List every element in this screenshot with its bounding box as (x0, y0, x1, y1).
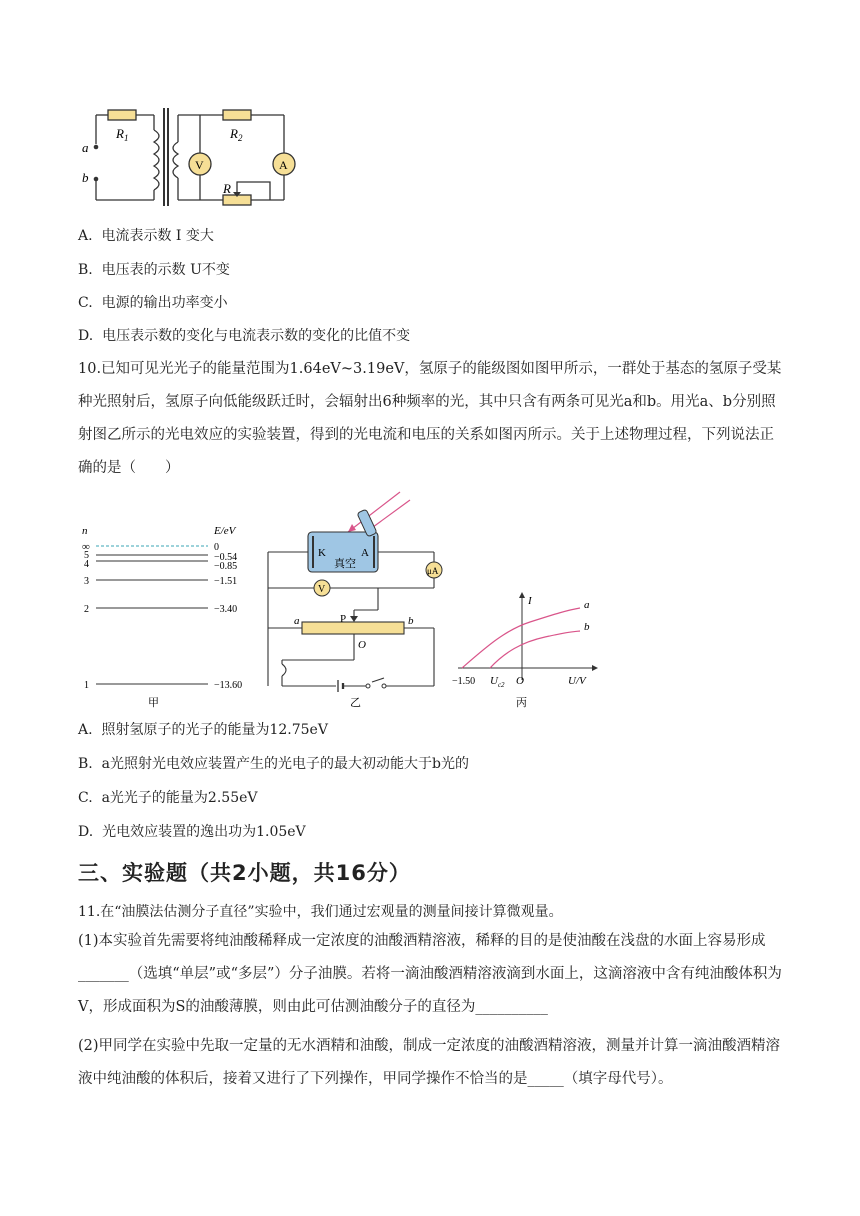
stopping-voltage-b: $U_{c2}$ (490, 675, 505, 689)
energy-axis-label: E/eV (214, 525, 236, 537)
level-n-2: 2 (84, 604, 89, 615)
curve-b-label: b (584, 621, 590, 633)
q9-option-d: D. 电压表示数的变化与电流表示数的变化的比值不变 (78, 328, 411, 344)
level-n-1: 1 (84, 680, 89, 691)
curve-a (462, 608, 580, 668)
r2-label: $R_2$ (230, 126, 243, 143)
curve-b (490, 631, 580, 668)
figure-bing-caption: 丙 (516, 697, 527, 709)
iv-curve-graph (450, 590, 600, 710)
r1-label: $R_1$ (116, 126, 129, 143)
end-b-label: b (408, 615, 414, 627)
level-n-5: 5 (84, 550, 89, 561)
resistor-r2 (223, 110, 251, 120)
level-e-2: −3.40 (214, 604, 238, 615)
origin-label: O (516, 675, 524, 687)
q11-part-2: (2)甲同学在实验中先取一定量的无水酒精和油酸，制成一定浓度的油酸酒精溶液，测量并计算一滴油酸酒精溶液中纯油酸的体积后，接着又进行了下列操作，甲同学操作不恰当的是_____（填字母代号）。 (78, 1038, 781, 1087)
level-e-1: −13.60 (214, 680, 243, 691)
microammeter-label: μA (427, 566, 439, 576)
q9-option-a: A. 电流表示数 I 变大 (78, 228, 214, 244)
current-axis-label: I (528, 595, 532, 607)
stopping-voltage-a: −1.50 (452, 676, 476, 687)
level-n-4: 4 (84, 559, 89, 570)
q10-option-b: B. a光照射光电效应装置产生的光电子的最大初动能大于b光的 (78, 756, 469, 772)
q9-option-b: B. 电压表的示数 U不变 (78, 262, 230, 278)
q10-option-a: A. 照射氢原子的光子的能量为12.75eV (78, 722, 328, 738)
level-e-4: −0.85 (214, 561, 238, 572)
q10-option-d: D. 光电效应装置的逸出功为1.05eV (78, 824, 306, 840)
q9-option-c: C. 电源的输出功率变小 (78, 295, 228, 311)
photoelectric-apparatus (262, 488, 452, 710)
q10-stem: 10.已知可见光光子的能量范围为1.64eV~3.19eV，氢原子的能级图如图甲所示，一群处于基态的氢原子受某种光照射后，氢原子向低能级跃迁时，会辐射出6种频率的光，其中只含有两条可见光a和b。用光a、b分别照射图乙所示的光电效应的实验装置，得到的光电流和电压的关系如图丙所示。关于上述物理过程，下列说法正确的是（ ） (78, 361, 782, 476)
level-e-0: 0 (214, 542, 219, 553)
q10-option-c: C. a光光子的能量为2.55eV (78, 790, 258, 806)
end-a-label: a (294, 615, 300, 627)
point-o-label: O (358, 639, 366, 651)
curve-a-label: a (584, 599, 590, 611)
energy-level-diagram (78, 522, 258, 710)
level-e-3: −1.51 (214, 576, 238, 587)
resistor-r1 (108, 110, 136, 120)
level-n-3: 3 (84, 576, 89, 587)
ammeter-label: A (279, 158, 288, 172)
voltage-axis-label: U/V (568, 675, 586, 687)
section-3-heading: 三、实验题（共2小题，共16分） (78, 861, 411, 885)
figure-yi-caption: 乙 (350, 697, 361, 709)
n-axis-label: n (82, 525, 88, 537)
terminal-a-label: a (82, 140, 89, 155)
q11-intro: 11.在“油膜法估测分子直径”实验中，我们通过宏观量的测量间接计算微观量。 (78, 904, 563, 920)
transformer-circuit-figure (78, 98, 298, 218)
cathode-k-label: K (318, 547, 326, 559)
level-n-inf: ∞ (82, 541, 90, 553)
r-label: R (223, 181, 231, 196)
potentiometer (302, 622, 404, 634)
terminal-b-label: b (82, 170, 89, 185)
q11-part-1: (1)本实验首先需要将纯油酸稀释成一定浓度的油酸酒精溶液，稀释的目的是使油酸在浅盘的水面上容易形成_______（选填“单层”或“多层”）分子油膜。若将一滴油酸酒精溶液滴到水面上，这滴溶液中含有纯油酸体积为V，形成面积为S的油酸薄膜，则由此可估测油酸分子的直径为__________ (78, 933, 782, 1015)
vacuum-label: 真空 (334, 558, 356, 570)
slider-p-label: P (340, 613, 347, 625)
figure-jia-caption: 甲 (148, 697, 159, 709)
voltmeter-label: V (195, 158, 204, 172)
apparatus-voltmeter-label: V (318, 584, 326, 595)
anode-a-label: A (361, 547, 369, 559)
level-e-5: −0.54 (214, 552, 238, 563)
